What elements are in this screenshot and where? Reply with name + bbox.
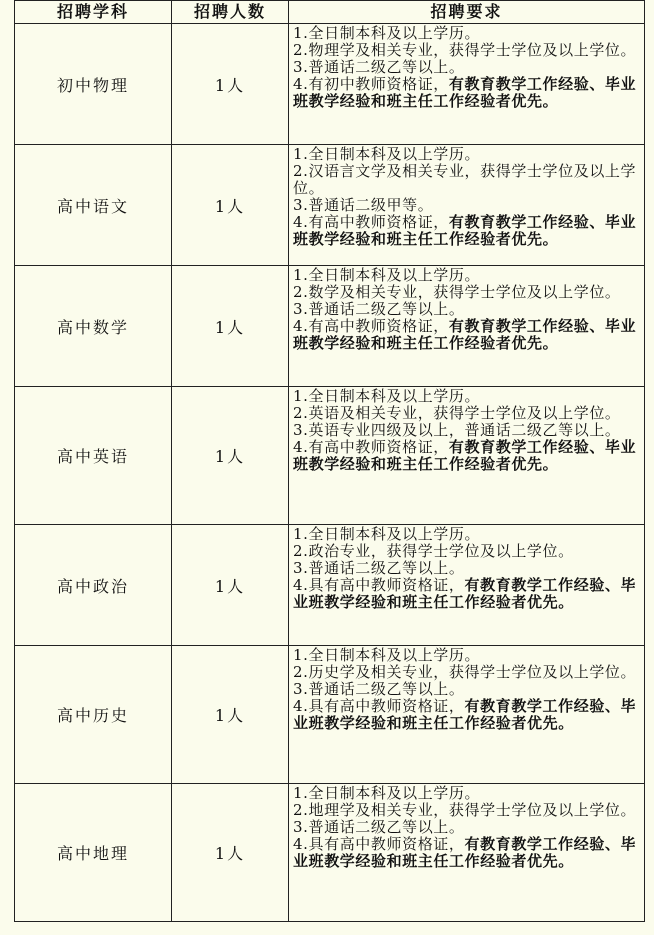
- requirement-text: 2.历史学及相关专业，获得学士学位及以上学位。: [293, 663, 637, 681]
- count-cell: 1人: [172, 646, 289, 784]
- requirement-line: [293, 664, 642, 681]
- requirement-preferred-text: 有教育教学工作经验、毕业班教学经验和班主任工作经验者优先。: [293, 213, 637, 248]
- requirement-preferred-text: 有教育教学工作经验、毕业班教学经验和班主任工作经验者优先。: [293, 835, 637, 870]
- requirement-line: [293, 819, 642, 836]
- requirement-line: [293, 785, 642, 802]
- table-row: [15, 387, 645, 525]
- subject-cell: 初中物理: [15, 24, 172, 145]
- requirement-text: 4.具有高中教师资格证，: [293, 576, 465, 594]
- table-body: [15, 24, 645, 922]
- requirement-line: [293, 267, 642, 284]
- header-count: 招聘人数: [172, 1, 289, 24]
- requirements-cell: [289, 145, 645, 266]
- requirement-line: [293, 318, 642, 352]
- requirement-text: 3.普通话二级乙等以上。: [293, 680, 465, 698]
- requirement-text: 1.全日制本科及以上学历。: [293, 145, 481, 163]
- header-requirements: 招聘要求: [289, 1, 645, 24]
- requirement-text: 3.普通话二级乙等以上。: [293, 58, 465, 76]
- count-cell: 1人: [172, 784, 289, 922]
- requirement-line: [293, 836, 642, 870]
- requirement-text: 4.有高中教师资格证，: [293, 438, 449, 456]
- requirement-text: 2.汉语言文学及相关专业，获得学士学位及以上学位。: [293, 162, 637, 197]
- requirement-line: [293, 146, 642, 163]
- count-cell: 1人: [172, 145, 289, 266]
- requirement-text: 3.普通话二级乙等以上。: [293, 300, 465, 318]
- requirement-line: [293, 802, 642, 819]
- requirement-text: 2.物理学及相关专业，获得学士学位及以上学位。: [293, 41, 637, 59]
- requirement-line: [293, 405, 642, 422]
- requirement-line: [293, 560, 642, 577]
- requirements-cell: [289, 24, 645, 145]
- requirement-line: [293, 543, 642, 560]
- count-cell: 1人: [172, 387, 289, 525]
- requirement-preferred-text: 有教育教学工作经验、毕业班教学经验和班主任工作经验者优先。: [293, 75, 637, 110]
- count-cell: 1人: [172, 24, 289, 145]
- requirement-line: [293, 439, 642, 473]
- table-row: [15, 525, 645, 646]
- table-row: [15, 646, 645, 784]
- requirements-cell: [289, 266, 645, 387]
- requirement-text: 3.普通话二级乙等以上。: [293, 559, 465, 577]
- table-row: [15, 145, 645, 266]
- subject-cell: 高中地理: [15, 784, 172, 922]
- requirement-preferred-text: 有教育教学工作经验、毕业班教学经验和班主任工作经验者优先。: [293, 697, 637, 732]
- requirements-cell: [289, 525, 645, 646]
- requirement-line: [293, 284, 642, 301]
- requirements-cell: [289, 387, 645, 525]
- requirement-line: [293, 163, 642, 197]
- requirement-text: 3.普通话二级甲等。: [293, 196, 434, 214]
- requirement-text: 2.地理学及相关专业，获得学士学位及以上学位。: [293, 801, 637, 819]
- requirement-preferred-text: 有教育教学工作经验、毕业班教学经验和班主任工作经验者优先。: [293, 438, 637, 473]
- requirement-line: [293, 698, 642, 732]
- requirement-text: 1.全日制本科及以上学历。: [293, 266, 481, 284]
- count-cell: 1人: [172, 266, 289, 387]
- requirement-line: [293, 214, 642, 248]
- requirement-text: 1.全日制本科及以上学历。: [293, 646, 481, 664]
- requirements-cell: [289, 646, 645, 784]
- requirement-text: 4.具有高中教师资格证，: [293, 697, 465, 715]
- requirement-text: 1.全日制本科及以上学历。: [293, 525, 481, 543]
- requirement-line: [293, 42, 642, 59]
- requirement-text: 2.英语及相关专业，获得学士学位及以上学位。: [293, 404, 621, 422]
- requirement-line: [293, 25, 642, 42]
- table-header-row: [15, 1, 645, 24]
- requirement-preferred-text: 有教育教学工作经验、毕业班教学经验和班主任工作经验者优先。: [293, 576, 637, 611]
- requirement-text: 4.有初中教师资格证，: [293, 75, 449, 93]
- requirement-text: 4.有高中教师资格证，: [293, 213, 449, 231]
- requirement-line: [293, 197, 642, 214]
- requirement-line: [293, 76, 642, 110]
- subject-cell: 高中语文: [15, 145, 172, 266]
- requirement-text: 2.数学及相关专业，获得学士学位及以上学位。: [293, 283, 621, 301]
- requirement-line: [293, 681, 642, 698]
- requirement-text: 4.具有高中教师资格证，: [293, 835, 465, 853]
- requirement-preferred-text: 有教育教学工作经验、毕业班教学经验和班主任工作经验者优先。: [293, 317, 637, 352]
- requirement-line: [293, 59, 642, 76]
- requirement-text: 1.全日制本科及以上学历。: [293, 387, 481, 405]
- requirement-line: [293, 577, 642, 611]
- table-row: [15, 24, 645, 145]
- subject-cell: 高中数学: [15, 266, 172, 387]
- table-row: [15, 266, 645, 387]
- recruitment-table: [14, 0, 645, 922]
- header-subject: 招聘学科: [15, 1, 172, 24]
- subject-cell: 高中历史: [15, 646, 172, 784]
- requirement-line: [293, 388, 642, 405]
- requirement-text: 2.政治专业，获得学士学位及以上学位。: [293, 542, 574, 560]
- requirement-line: [293, 301, 642, 318]
- subject-cell: 高中英语: [15, 387, 172, 525]
- count-cell: 1人: [172, 525, 289, 646]
- requirement-text: 3.普通话二级乙等以上。: [293, 818, 465, 836]
- requirement-text: 1.全日制本科及以上学历。: [293, 24, 481, 42]
- requirement-line: [293, 422, 642, 439]
- requirements-cell: [289, 784, 645, 922]
- requirement-line: [293, 526, 642, 543]
- requirement-text: 4.有高中教师资格证，: [293, 317, 449, 335]
- requirement-text: 1.全日制本科及以上学历。: [293, 784, 481, 802]
- requirement-line: [293, 647, 642, 664]
- subject-cell: 高中政治: [15, 525, 172, 646]
- table-row: [15, 784, 645, 922]
- requirement-text: 3.英语专业四级及以上，普通话二级乙等以上。: [293, 421, 621, 439]
